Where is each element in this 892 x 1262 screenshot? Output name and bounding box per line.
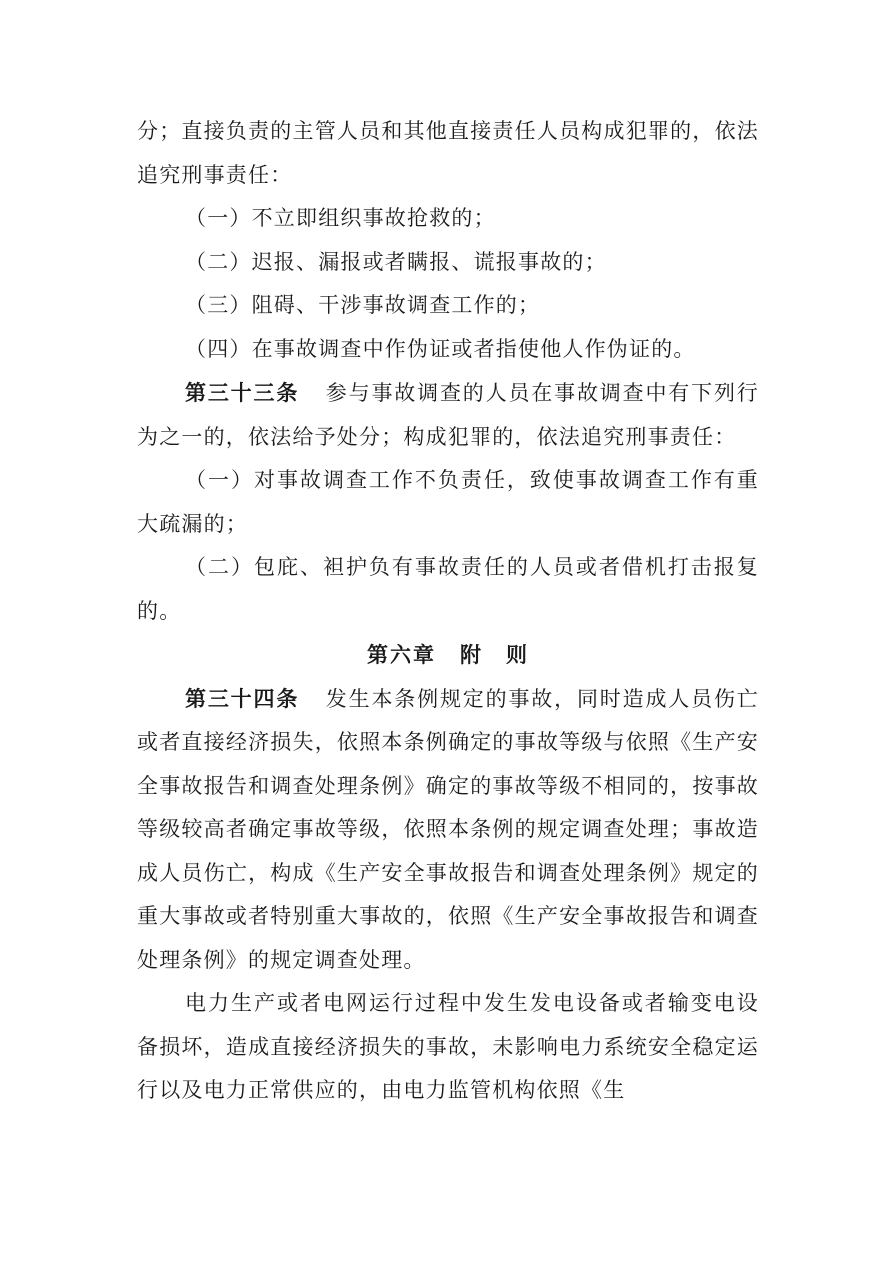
article-33 — [137, 371, 759, 459]
document-page — [137, 110, 759, 1113]
chapter-number: 第六章 — [367, 642, 436, 667]
article-33-body: 参与事故调查的人员在事故调查中有下列行为之一的，依法给予处分；构成犯罪的，依法追究刑事责任： — [137, 381, 759, 449]
list-item-2: （二）迟报、漏报或者瞒报、谎报事故的； — [185, 249, 607, 274]
article-33-title: 第三十三条 — [185, 380, 300, 405]
chapter-heading — [137, 633, 759, 677]
article-33-item-2: （二）包庇、袒护负有事故责任的人员或者借机打击报复的。 — [137, 555, 759, 623]
chapter-name: 附 则 — [460, 642, 529, 667]
article-33-item-1: （一）对事故调查工作不负责任，致使事故调查工作有重大疏漏的； — [137, 468, 759, 536]
list-item-1: （一）不立即组织事故抢救的； — [185, 206, 496, 230]
article-34-body: 发生本条例规定的事故，同时造成人员伤亡或者直接经济损失，依照本条例确定的事故等级与依照《生产安全事故报告和调查处理条例》确定的事故等级不相同的，按事故等级较高者确定事故等级，依照本条例的规定调查处理；事故造成人员伤亡，构成《生产安全事故报告和调查处理条例》规定的重大事故或者特别重大事故的，依照《生产安全事故报告和调查处理条例》的规定调查处理。 — [137, 686, 759, 972]
list-item-3: （三）阻碍、干涉事故调查工作的； — [185, 293, 541, 317]
article-34-title: 第三十四条 — [185, 685, 300, 711]
article-34-paragraph-2: 电力生产或者电网运行过程中发生发电设备或者输变电设备损坏，造成直接经济损失的事故，未影响电力系统安全稳定运行以及电力正常供应的，由电力监管机构依照《生 — [137, 991, 759, 1102]
article-34 — [137, 677, 759, 983]
paragraph-continuation: 分；直接负责的主管人员和其他直接责任人员构成犯罪的，依法追究刑事责任： — [137, 119, 759, 187]
list-item-4: （四）在事故调查中作伪证或者指使他人作伪证的。 — [185, 336, 696, 361]
